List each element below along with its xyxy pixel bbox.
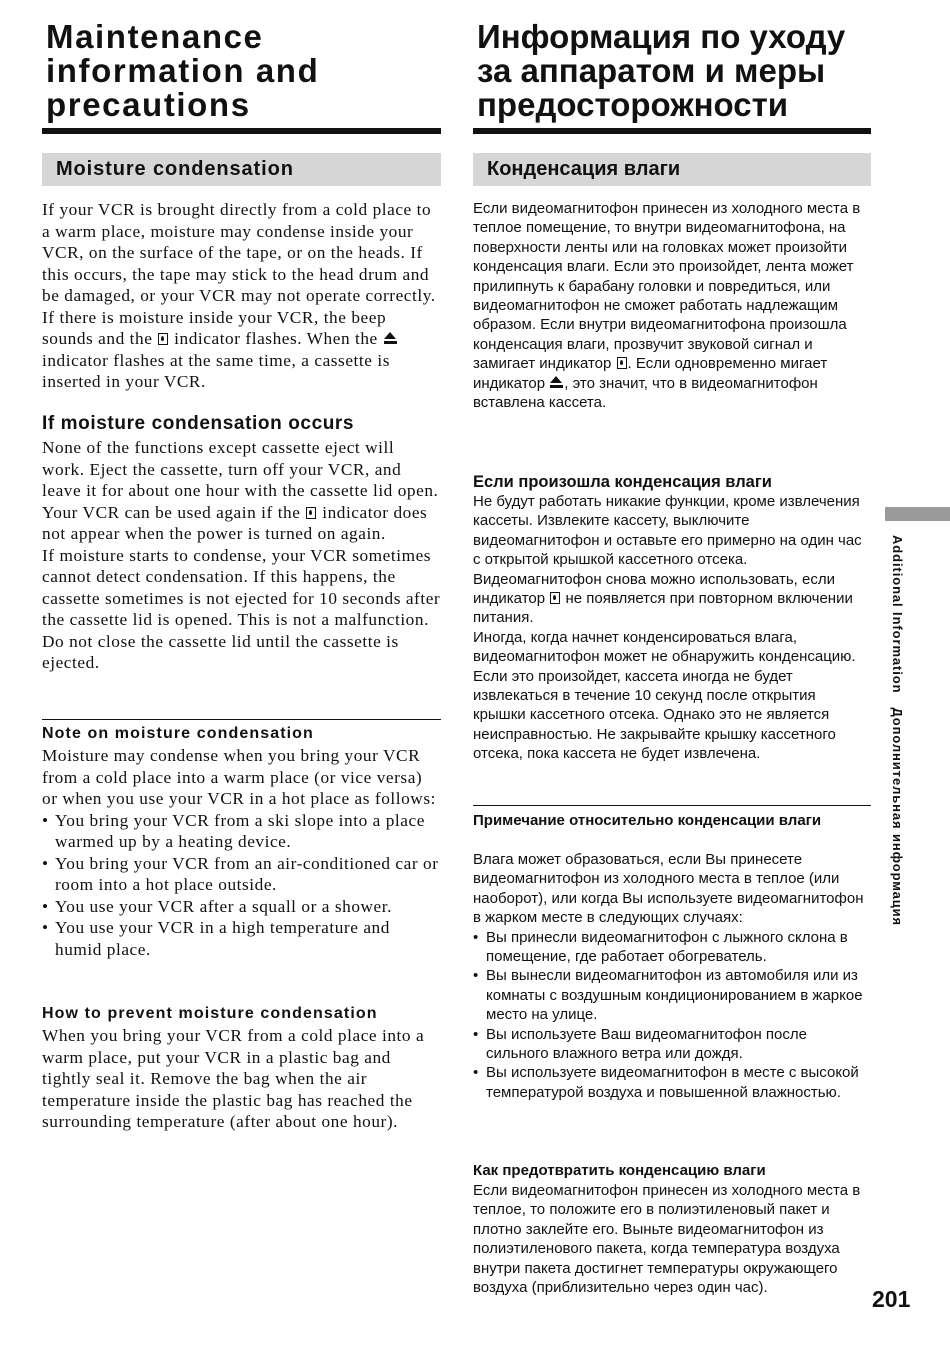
intro-text: If your VCR is brought directly from a cold place to a warm place, moisture may condense inside your VCR, on the surface of the tape, or on the heads. If this occurs, the tape may stick to the head drum and be damaged, or your VCR may not operate correctly. If there is moisture inside your VCR, the beep sounds and the [42,200,436,348]
intro-text: . Если одновременно мигает индикатор [473,355,828,392]
occurs-text: indicator does not appear when the power is turned on again. [42,502,428,543]
intro-text: indicator flashes. When the [174,329,378,348]
side-label-ru: Дополнительная информация [890,707,905,927]
page-number: 201 [872,1286,911,1312]
side-label-en: Additional Information [890,535,905,694]
intro-paragraph-ru [473,199,871,412]
note-list [42,810,441,961]
list-item: • Вы используете Ваш видеомагнитофон после сильного влажного ветра или дождя. [473,1025,871,1064]
prevent-heading-ru: Как предотвратить конденсацию влаги [473,1162,766,1179]
intro-text: , это значит, что в видеомагнитофон вставлена кассета. [473,374,818,412]
eject-icon [384,332,397,345]
note-intro: Влага может образоваться, если Вы принесете видеомагнитофон из холодного места в теплое (или наоборот), или когда Вы используете видеомагнитофон в жарком месте в следующих случаях: [473,851,864,927]
page-title: Maintenance information and precautions [46,18,320,123]
moisture-indicator-icon [158,333,168,345]
moisture-indicator-icon [617,357,627,369]
prevent-paragraph: When you bring your VCR from a cold place into a warm place, put your VCR in a plastic bag and tightly seal it. Remove the bag when the air temperature inside the plastic bag has reached the surrounding temperature (after about one hour). [42,1026,425,1131]
section-heading: Moisture condensation [42,153,441,186]
note-rule [473,805,871,806]
list-item: • You bring your VCR from an air-conditioned car or room into a hot place outside. [42,853,441,896]
prevent-heading: How to prevent moisture condensation [42,1005,378,1022]
section-tab [885,507,950,521]
list-item: • Вы используете видеомагнитофон в месте с высокой температурой воздуха и повышенной влажностью. [473,1063,871,1102]
note-paragraph-ru [473,850,871,1102]
intro-paragraph [42,199,441,393]
title-rule [42,128,441,134]
moisture-indicator-icon [550,592,560,604]
list-item: • Вы вынесли видеомагнитофон из автомобиля или из комнаты с воздушным кондиционированием в жаркое место на улице. [473,966,871,1024]
note-list [473,928,871,1103]
occurs-text: None of the functions except cassette eject will work. Eject the cassette, turn off your VCR, and leave it for about one hour with the cassette lid open. Your VCR can be used again if the [42,438,439,522]
note-heading-ru: Примечание относительно конденсации влаги [473,812,822,829]
occurs-text: Не будут работать никакие функции, кроме извлечения кассеты. Извлеките кассету, выключите видеомагнитофон и оставьте его примерно на один час с открытой крышкой кассетного отсека. Видеомагнитофон снова можно использовать, если индикатор [473,493,862,608]
side-section-label [889,535,905,926]
eject-icon [550,376,563,389]
note-paragraph [42,745,441,960]
list-item: • You use your VCR in a high temperature and humid place. [42,917,441,960]
list-item: • Вы принесли видеомагнитофон с лыжного склона в помещение, где работает обогреватель. [473,928,871,967]
page-title-ru: Информация по уходу за аппаратом и меры предосторожности [477,18,846,123]
intro-text: Если видеомагнитофон принесен из холодного места в теплое помещение, то внутри видеомагнитофона, на поверхности ленты или на головках может произойти конденсация влаги. Если это произойдет, лента может прилипнуть к барабану головки и повредиться, или видеомагнитофон не сможет работать надлежащим образом. Если внутри видеомагнитофона произошла конденсация влаги, прозвучит звуковой сигнал и замигает индикатор [473,200,861,373]
list-item: • You bring your VCR from a ski slope into a place warmed up by a heating device. [42,810,441,853]
title-rule [473,128,871,134]
section-heading-ru: Конденсация влаги [473,153,871,186]
note-intro: Moisture may condense when you bring your VCR from a cold place into a warm place (or vice versa) or when you use your VCR in a hot place as follows: [42,746,436,808]
moisture-indicator-icon [306,507,316,519]
intro-text: indicator flashes at the same time, a cassette is inserted in your VCR. [42,350,390,391]
occurs-text: If moisture starts to condense, your VCR sometimes cannot detect condensation. If this happens, the cassette sometimes is not ejected for 10 seconds after the cassette lid is opened. This is not a malfunction. Do not close the cassette lid until the cassette is ejected. [42,545,441,672]
occurs-paragraph-ru [473,492,871,764]
list-item: • You use your VCR after a squall or a shower. [42,896,441,918]
occurs-text: не появляется при повторном включении питания. [473,590,853,627]
note-heading: Note on moisture condensation [42,725,314,742]
note-rule [42,719,441,720]
occurs-heading-ru: Если произошла конденсация влаги [473,473,772,491]
occurs-heading: If moisture condensation occurs [42,413,355,434]
occurs-text: Иногда, когда начнет конденсироваться влага, видеомагнитофон может не обнаружить конденсацию. Если это произойдет, кассета иногда не будет извлекаться в течение 10 секунд после открытия крышки кассетного отсека. Однако это не является неисправностью. Не закрывайте крышку кассетного отсека, пока кассета не будет извлечена. [473,628,856,763]
prevent-paragraph-ru: Если видеомагнитофон принесен из холодного места в теплое, то положите его в полиэтиленовый пакет и плотно заклейте его. Выньте видеомагнитофон из полиэтиленового пакета, когда температура воздуха внутри пакета достигнет температуры окружающего воздуха (приблизительно через один час). [473,1182,861,1297]
occurs-paragraph [42,437,441,674]
